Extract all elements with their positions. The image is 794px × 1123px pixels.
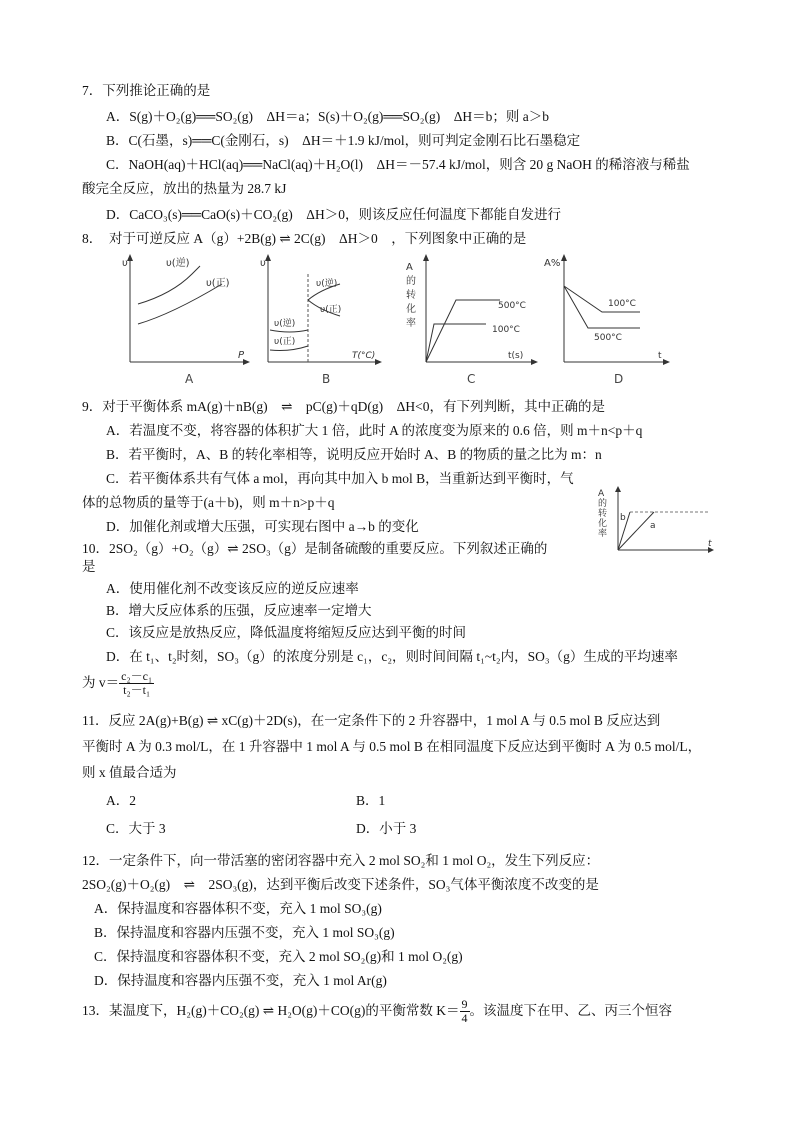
q8c-500-label: 500°C: [498, 301, 526, 311]
q9g-x-label: t: [708, 539, 712, 549]
q8c-x-label: t(s): [508, 351, 524, 361]
q9-graph: [596, 486, 716, 556]
q8c-y3: 转: [406, 290, 416, 301]
q8d-500-label: 500°C: [594, 333, 622, 343]
q8c-100-label: 100°C: [492, 325, 520, 335]
q11-stem-line2: 平衡时 A 为 0.3 mol/L，在 1 升容器中 1 mol A 与 0.5 mol B 在相同温度下反应达到平衡时 A 为 0.5 mol/L，: [82, 739, 702, 754]
q9g-a-label: a: [650, 521, 656, 531]
q13-stem: [82, 996, 672, 1026]
q8-graph-d-caption: D: [614, 372, 624, 386]
q12-option-c: C．保持温度和容器体积不变，充入 2 mol SO₂(g)和 1 mol O₂(g): [94, 949, 463, 964]
q8c-y1: A: [406, 262, 413, 273]
q9-option-c-line2: 体的总物质的量等于(a＋b)，则 m＋n>p＋q: [82, 495, 335, 510]
q8c-y4: 化: [406, 304, 416, 315]
q9g-y5: 率: [598, 529, 608, 539]
q8c-y5: 率: [406, 318, 416, 329]
q8-stem: 8． 对于可逆反应 A（g）+2B(g) ⇌ 2C(g) ΔH＞0 ，下列图象中正确的是: [82, 231, 527, 246]
q8a-curve2-label: υ(正): [206, 278, 230, 289]
q13-stem-part1: 13．某温度下，H₂(g)＋CO₂(g) ⇌ H₂O(g)＋CO(g)的平衡常数 K＝: [82, 1003, 460, 1018]
q8b-x-label: T(°C): [352, 351, 376, 361]
q8-graph-a-caption: A: [185, 372, 194, 386]
q8d-y-label: A%: [544, 258, 561, 269]
q11-stem-line3: 则 x 值最合适为: [82, 765, 177, 780]
q8-graph-b: [260, 254, 385, 369]
q9g-y3: 转: [598, 509, 608, 519]
q11-stem-line1: 11．反应 2A(g)+B(g) ⇌ xC(g)＋2D(s)，在一定条件下的 2 升容器中，1 mol A 与 0.5 mol B 反应达到: [82, 713, 661, 728]
q8b-label3: υ(逆): [316, 279, 338, 289]
q12-option-b: B．保持温度和容器内压强不变，充入 1 mol SO₃(g): [94, 925, 395, 940]
q9-option-d: D．加催化剂或增大压强，可实现右图中 a→b 的变化: [106, 519, 419, 534]
q8-graph-c: [400, 254, 540, 369]
q8b-y-label: υ: [260, 258, 266, 269]
q9g-y4: 化: [598, 519, 608, 529]
q13-stem-part2: 。该温度下在甲、乙、丙三个恒容: [469, 1003, 673, 1018]
q9-stem: 9．对于平衡体系 mA(g)＋nB(g) ⇌ pC(g)＋qD(g) ΔH<0，有下列判断，其中正确的是: [82, 399, 605, 414]
q7-option-a: A．S(g)＋O₂(g)══SO₂(g) ΔH＝a；S(s)＋O₂(g)══SO₂(g) ΔH＝b；则 a＞b: [106, 109, 550, 124]
q7-option-d: D．CaCO₃(s)══CaO(s)＋CO₂(g) ΔH＞0，则该反应任何温度下都能自发进行: [106, 207, 561, 222]
q8d-100-label: 100°C: [608, 299, 636, 309]
q12-option-a: A．保持温度和容器体积不变，充入 1 mol SO₃(g): [94, 901, 382, 916]
q10-option-d-line1: D．在 t₁、t₂时刻，SO₃（g）的浓度分别是 c₁，c₂，则时间间隔 t₁~t₂内，SO₃（g）生成的平均速率: [106, 649, 678, 664]
q11-option-b: B．1: [356, 793, 386, 808]
q12-stem-line1: 12．一定条件下，向一带活塞的密闭容器中充入 2 mol SO₂和 1 mol O₂，发生下列反应：: [82, 853, 600, 868]
q8a-y-label: υ: [122, 258, 128, 269]
q8-graph-a: [122, 254, 252, 369]
q9g-b-label: b: [620, 513, 626, 523]
q10-option-b: B．增大反应体系的压强，反应速率一定增大: [106, 603, 372, 618]
q8b-label4: υ(正): [320, 305, 342, 315]
q10-rate-fraction: [119, 670, 154, 697]
q8b-label1: υ(逆): [274, 319, 296, 329]
q10-stem-line2: 是: [82, 559, 96, 574]
q8-graph-b-caption: B: [322, 372, 331, 386]
q13-frac-den: 4: [461, 1011, 468, 1026]
q7-option-c-line2: 酸完全反应，放出的热量为 28.7 kJ: [82, 181, 287, 196]
q9g-y1: A: [598, 489, 605, 499]
q10-option-d-line2: [82, 668, 154, 698]
q10-stem-line1: 10．2SO₂（g）+O₂（g）⇌ 2SO₃（g）是制备硫酸的重要反应。下列叙述正确的: [82, 541, 548, 556]
q8b-label2: υ(正): [274, 337, 296, 347]
q10-option-c: C．该反应是放热反应，降低温度将缩短反应达到平衡的时间: [106, 625, 467, 640]
q8c-y2: 的: [406, 276, 416, 287]
q13-frac-num: 9: [461, 997, 468, 1012]
q9-option-c-line1: C．若平衡体系共有气体 a mol，再向其中加入 b mol B，当重新达到平衡时，气: [106, 471, 574, 486]
q8d-x-label: t: [658, 351, 662, 361]
q10-option-a: A．使用催化剂不改变该反应的逆反应速率: [106, 581, 359, 596]
q7-option-c-line1: C．NaOH(aq)＋HCl(aq)══NaCl(aq)＋H₂O(l) ΔH＝－57.4 kJ/mol，则含 20 g NaOH 的稀溶液与稀盐: [106, 157, 690, 172]
q8a-x-label: P: [238, 350, 245, 361]
q7-stem: 7．下列推论正确的是: [82, 83, 211, 98]
q9g-y2: 的: [598, 499, 608, 509]
q9-option-a: A．若温度不变，将容器的体积扩大 1 倍，此时 A 的浓度变为原来的 0.6 倍，则 m＋n<p＋q: [106, 423, 643, 438]
q12-option-d: D．保持温度和容器内压强不变，充入 1 mol Ar(g): [94, 973, 387, 988]
q8a-curve1-label: υ(逆): [166, 258, 190, 269]
q10-d-prefix: 为 v＝: [82, 675, 120, 690]
q12-stem-line2: 2SO₂(g)＋O₂(g) ⇌ 2SO₃(g)，达到平衡后改变下述条件，SO₃气体平衡浓度不改变的是: [82, 877, 599, 892]
q10-frac-num: c₂－c₁: [121, 669, 153, 684]
q11-option-d: D．小于 3: [356, 821, 417, 836]
q8-graph-c-caption: C: [467, 372, 476, 386]
q11-option-c: C．大于 3: [106, 821, 166, 836]
q13-k-fraction: [460, 998, 470, 1025]
q8-graph-d: [544, 254, 672, 369]
q10-frac-den: t₂－t₁: [123, 683, 151, 698]
q11-option-a: A．2: [106, 793, 136, 808]
q7-option-b: B．C(石墨，s)══C(金刚石，s) ΔH＝＋1.9 kJ/mol，则可判定金刚石比石墨稳定: [106, 133, 581, 148]
q9-option-b: B．若平衡时，A、B 的转化率相等，说明反应开始时 A、B 的物质的量之比为 m：n: [106, 447, 602, 462]
